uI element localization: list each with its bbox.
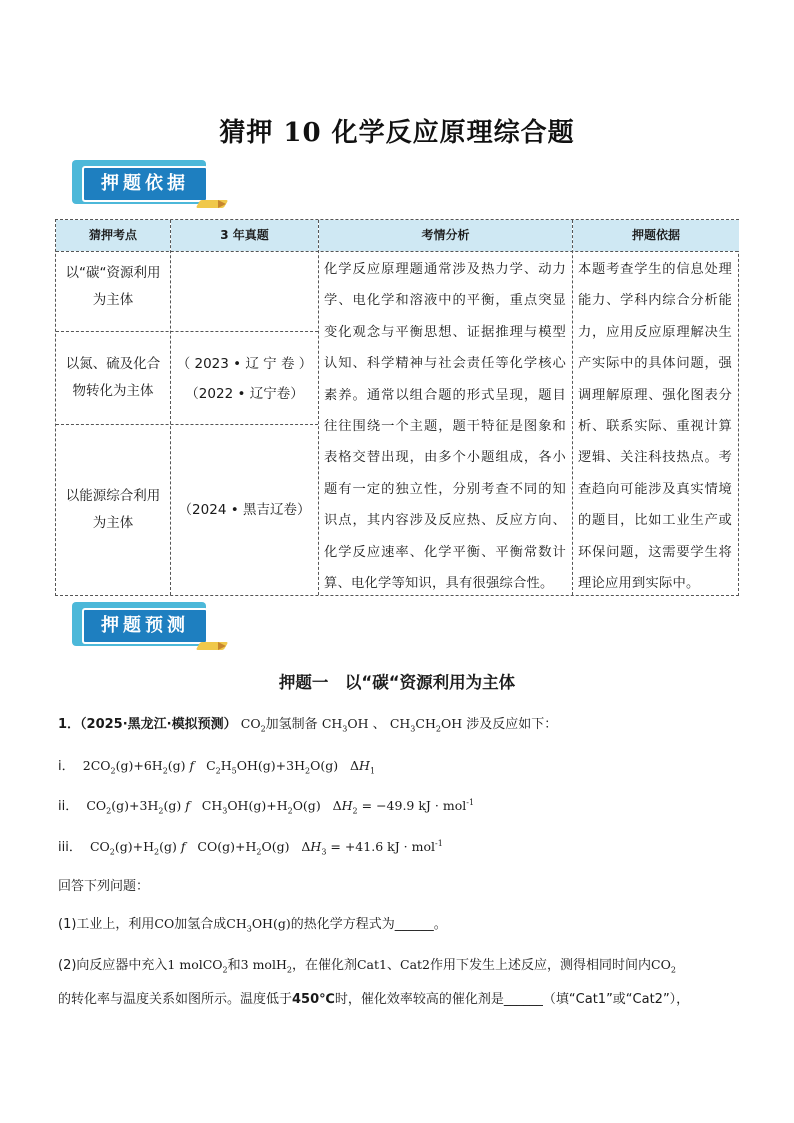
reaction-equation: $CO_2(g)+3H_2(g)$ f $CH_3OH(g)+H_2O(g) \Delta H_2 = -49.9$ kJ · mol$^{-1}$ [82,797,475,816]
section-banner-basis [72,160,222,212]
catalyst-label: Cat2 [400,957,430,972]
basis-text: 本题考查学生的信息处理能力、学科内综合分析能力，应用反应原理解决生产实际中的具体问题，强调理解原理、强化图表分析、联系实际、重视计算逻辑、关注科技热点。考查趋向可能涉及真实情境的题目，比如工业生产或环保问题，这需要学生将理论应用到实际中。 [578,262,732,592]
formula-amount: 3 molH$_2$ [240,957,292,975]
exam-cell-2024: （2024 • 黑吉辽卷） [178,502,311,518]
subquestion-2-continued [58,988,689,1007]
analysis-text: 化学反应原理题通常涉及热力学、动力学、电化学和溶液中的平衡，重点突显变化观念与平衡思想、证据推理与模型认知、科学精神与社会责任等化学核心素养。通常以组合题的形式呈现，题目往往围绕一个主题，题干特征是图象和表格交替出现，由多个小题组成，各小题有一定的独立性，分别考查不同的知识点，其内容涉及反应热、反应方向、化学反应速率、化学平衡、平衡常数计算、电化学等知识，具有很强综合性。 [324,262,566,592]
subquestion-1: (1)工业上，利用CO加氢合成$CH_3OH(g)$的热化学方程式为______。 [58,916,447,934]
question-number: 1． [58,717,81,732]
subquestion-text: 和 [227,958,241,973]
formula-amount: 1 molCO$_2$ [167,957,228,975]
answer-blank[interactable]: ______ [394,917,434,932]
pencil-tip-icon [218,642,226,650]
pencil-tip-icon [218,200,226,208]
subquestion-2: (2)向反应器中充入1 molCO$_2$和3 molH$_2$，在催化剂Cat1、Cat2作用下发生上述反应，测得相同时间内$CO_2$ [58,957,676,975]
subquestion-text: 时，催化效率较高的催化剂是 [334,992,504,1007]
stem-text: 加氢制备 [265,717,318,732]
header-topic: 猜押考点 [56,220,170,251]
table-divider [56,331,318,332]
subquestion-text: 。 [433,917,447,932]
temperature-value: 450℃ [292,992,335,1007]
formula-ethanol: $CH_3CH_2OH$ [389,716,463,734]
section-banner-prediction [72,602,222,654]
stem-text: 、 [372,717,386,732]
reaction-i [58,755,375,776]
subquestion-text: 作用下发生上述反应，测得相同时间内 [430,958,652,973]
banner-label: 押题预测 [82,608,208,644]
enthalpy-value: = +41.6 kJ · mol [330,839,435,854]
subquestion-text: 的转化率与温度关系如图所示。温度低于 [58,992,293,1007]
enthalpy-value: = −49.9 kJ · mol [361,798,467,813]
exam-cell-2022: （2022 • 辽宁卷） [185,386,304,402]
subquestion-text: 的热化学方程式为 [290,917,395,932]
reaction-iii [58,836,443,857]
subquestion-text: ，在催化剂 [291,958,357,973]
reaction-ii [58,795,474,816]
question-stem [58,713,557,734]
table-divider [56,251,738,252]
formula-co2: $CO_2$ [240,716,266,734]
banner-label: 押题依据 [82,166,208,202]
answer-blank[interactable]: ______ [503,992,543,1007]
reaction-label: i． [58,759,75,774]
stem-text: 涉及反应如下： [466,717,558,732]
header-analysis: 考情分析 [319,220,572,251]
section-subtitle: 押题一 以“碳“资源利用为主体 [278,673,516,692]
reaction-label: iii． [58,840,82,855]
table-divider [572,220,573,595]
answer-prompt: 回答下列问题： [58,879,150,894]
header-basis: 押题依据 [573,220,739,251]
topic-cell-carbon: 以“碳“资源利用为主体 [65,265,161,308]
topic-cell-nitrogen: 以氮、硫及化合物转化为主体 [65,356,161,399]
subquestion-text: 加氢合成 [174,917,227,932]
table-divider [318,220,319,595]
exam-cell-2023: （ 2023 • 辽 宁 卷 ） [176,356,313,372]
table-divider [170,220,171,595]
reaction-equation: $CO_2(g)+H_2(g)$ f $CO(g)+H_2O(g) \Delta H_3 = +41.6$ kJ · mol$^{-1}$ [85,838,443,857]
header-exams: 3 年真题 [171,220,318,251]
subquestion-text: 、 [386,958,400,973]
reaction-equation: $2CO_2(g)+6H_2(g)$ f $C_2H_5OH(g)+3H_2O(g)$ $\Delta H_1$ [78,758,376,776]
catalyst-label: Cat1 [356,957,387,972]
reaction-label: ii． [58,799,79,814]
table-divider [56,424,318,425]
subquestion-text: （填“Cat1”或“Cat2”）， [542,992,690,1007]
formula-ch3oh: $CH_3OH$ [321,716,369,734]
subquestion-text: (2)向反应器中充入 [58,958,168,973]
topic-cell-energy: 以能源综合利用为主体 [65,488,161,531]
question-source: （2025·黑龙江·模拟预测） [80,717,237,732]
subquestion-text: (1)工业上，利用 [58,917,155,932]
basis-table [55,219,739,596]
page-title: 猜押 10 化学反应原理综合题 [219,118,575,148]
